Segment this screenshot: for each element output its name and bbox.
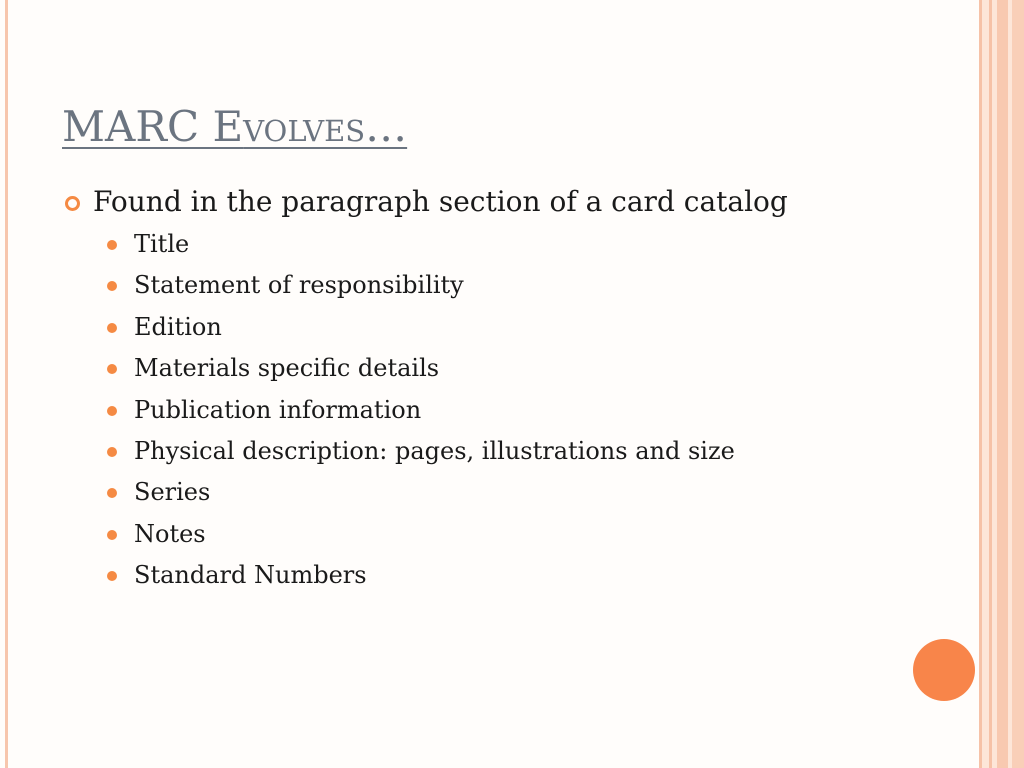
slide-title-main: MARC E [62,102,244,151]
slide-title-rest: volves… [243,102,408,151]
sub-bullet-text: Statement of responsibility [134,271,464,300]
dot-bullet-icon [107,323,117,333]
sub-bullet-item [62,307,942,348]
ring-bullet-icon [65,196,80,211]
sub-bullet-list [62,224,942,597]
sub-bullet-text: Notes [134,519,206,548]
left-border-line [5,0,8,768]
sub-bullet-item [62,265,942,306]
sub-bullet-item [62,348,942,389]
sub-bullet-item [62,555,942,596]
right-stripe [982,0,989,768]
sub-bullet-text: Physical description: pages, illustrations and size [134,437,735,466]
slide-title [62,102,407,151]
bullet-text: Found in the paragraph section of a card catalog [93,185,788,218]
sub-bullet-item [62,431,942,472]
slide-content [62,182,942,597]
sub-bullet-item [62,514,942,555]
dot-bullet-icon [107,530,117,540]
dot-bullet-icon [107,281,117,291]
sub-bullet-item [62,390,942,431]
dot-bullet-icon [107,240,117,250]
sub-bullet-text: Standard Numbers [134,561,367,590]
sub-bullet-text: Series [134,478,211,507]
sub-bullet-item [62,472,942,513]
dot-bullet-icon [107,571,117,581]
sub-bullet-text: Publication information [134,395,422,424]
right-stripe [997,0,1008,768]
bullet-item [62,182,942,222]
right-stripe [1012,0,1024,768]
sub-bullet-text: Materials specific details [134,354,440,383]
dot-bullet-icon [107,406,117,416]
dot-bullet-icon [107,364,117,374]
sub-bullet-text: Title [134,230,190,258]
sub-bullet-item [62,224,942,265]
decorative-circle [913,639,975,701]
sub-bullet-text: Edition [134,312,222,341]
dot-bullet-icon [107,447,117,457]
dot-bullet-icon [107,488,117,498]
